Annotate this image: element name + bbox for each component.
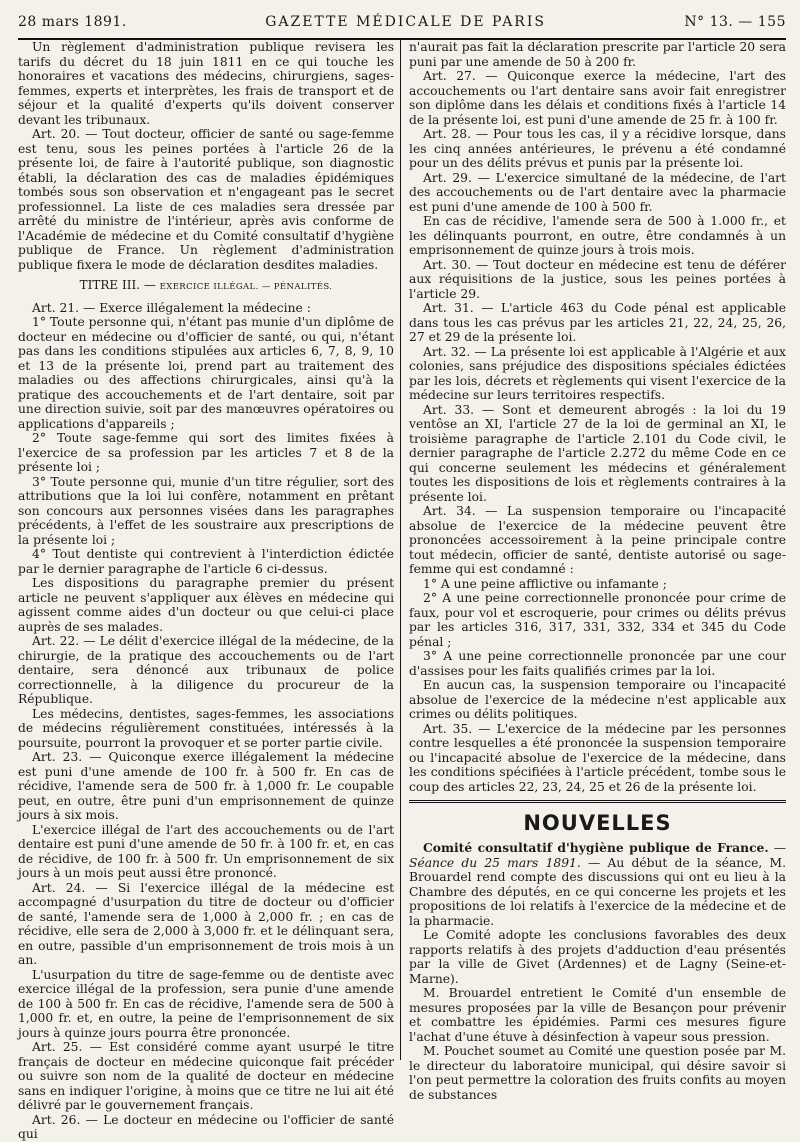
issue-page-number: N° 13. — 155 xyxy=(684,14,786,30)
article-columns xyxy=(18,40,787,1141)
paragraph: L'exercice illégal de l'art des accouchements ou de l'art dentaire est puni d'une amende de 50 fr. à 100 fr. et, en cas de récidive, de 100 fr. à 500 fr. Un emprisonnement de six jours à un mois peut aussi être prononcé. xyxy=(18,822,395,880)
paragraph: Art. 28. — Pour tous les cas, il y a récidive lorsque, dans les cinq années antérieures, le prévenu a été condamné pour un des délits prévus et punis par la présente loi. xyxy=(409,127,786,170)
paragraph: Art. 27. — Quiconque exerce la médecine, l'art des accouchements ou l'art dentaire sans avoir fait enregistrer son diplôme dans les délais et conditions fixés à l'article 14 de la présente loi, est puni d'une amende de 25 fr. à 100 fr. xyxy=(409,69,786,127)
paragraph: Art. 24. — Si l'exercice illégal de la médecine est accompagné d'usurpation du titre de docteur ou d'officier de santé, l'amende sera de 1,000 à 2,000 fr. ; en cas de récidive, elle sera de 2,000 à 3,000 fr. et le délinquant sera, en outre, passible d'un emprisonnement de trois mois à un an. xyxy=(18,880,395,967)
paragraph: 1° Toute personne qui, n'étant pas munie d'un diplôme de docteur en médecine ou d'officier de santé, ou qui, n'étant pas dans les conditions stipulées aux articles 6, 7, 8, 9, 10 et 13 de la présente loi, prend part au traitement des maladies ou des affections chirurgicales, ainsi qu'à la pratique des accouchements et de l'art dentaire, soit par une direction suivie, soit par des manœuvres opératoires ou applications d'appareils ; xyxy=(18,315,395,431)
section-separator xyxy=(409,800,786,803)
news-paragraph: M. Brouardel entretient le Comité d'un ensemble de mesures proposées par la ville de Besançon pour prévenir et combattre les épidémies. Parmi ces mesures figure l'achat d'une étuve à désinfection à vapeur sous pression. xyxy=(409,986,786,1044)
news-heading: NOUVELLES xyxy=(523,811,672,835)
paragraph: Art. 23. — Quiconque exerce illégalement la médecine est puni d'une amende de 100 fr. à 500 fr. En cas de récidive, l'amende sera de 500 fr. à 1,000 fr. Le coupable peut, en outre, être puni d'un emprisonnement de quinze jours à six mois. xyxy=(18,750,395,822)
paragraph: Art. 22. — Le délit d'exercice illégal de la médecine, de la chirurgie, de la pratique des accouchements ou de l'art dentaire, sera dénoncé aux tribunaux de police correctionnelle, à la diligence du procureur de la République. xyxy=(18,634,395,706)
paragraph: Art. 26. — Le docteur en médecine ou l'officier de santé qui xyxy=(18,1112,395,1141)
paragraph: Art. 35. — L'exercice de la médecine par les personnes contre lesquelles a été prononcée la suspension temporaire ou l'incapacité absolue de l'exercice de la médecine, dans les conditions spécifiées à l'article précédent, tombe sous le coup des articles 22, 23, 24, 25 et 26 de la présente loi. xyxy=(409,721,786,794)
issue-date: 28 mars 1891. xyxy=(18,14,127,30)
news-item-dash: — xyxy=(768,841,786,855)
paragraph: 3° Toute personne qui, munie d'un titre régulier, sort des attributions que la loi lui confère, notamment en prêtant son concours aux personnes visées dans les paragraphes précédents, à l'effet de les soustraire aux prescriptions de la présente loi ; xyxy=(18,474,395,547)
right-column xyxy=(400,40,787,1102)
paragraph: 3° A une peine correctionnelle prononcée par une cour d'assises pour les faits qualifiés crimes par la loi. xyxy=(409,649,786,678)
paragraph: En aucun cas, la suspension temporaire ou l'incapacité absolue de l'exercice de la médecine n'est applicable aux crimes ou délits politiques. xyxy=(409,678,786,721)
section-title-main: TITRE III. — xyxy=(79,278,160,292)
paragraph: Art. 21. — Exerce illégalement la médecine : xyxy=(32,300,311,315)
left-column xyxy=(18,40,400,1141)
paragraph: n'aurait pas fait la déclaration prescrite par l'article 20 sera puni par une amende de 50 à 200 fr. xyxy=(409,40,786,69)
paragraph: Les dispositions du paragraphe premier du présent article ne peuvent s'appliquer aux élèves en médecine qui agissent comme aides d'un docteur ou que celui-ci place auprès de ses malades. xyxy=(18,576,395,634)
paragraph: 2° Toute sage-femme qui sort des limites fixées à l'exercice de sa profession par les articles 7 et 8 de la présente loi ; xyxy=(18,431,395,474)
section-title-sub: EXERCICE ILLÉGAL. — PÉNALITÉS. xyxy=(159,282,333,292)
paragraph: Art. 30. — Tout docteur en médecine est tenu de déférer aux réquisitions de la justice, sous les peines portées à l'article 29. xyxy=(409,257,786,301)
paragraph: Un règlement d'administration publique revisera les tarifs du décret du 18 juin 1811 en ce qui touche les honoraires et vacations des médecins, chirurgiens, sages-femmes, experts et interprètes, les frais de transport et de séjour et la qualité d'experts qu'ils doivent conserver devant les tribunaux. xyxy=(18,40,395,127)
news-paragraph xyxy=(409,841,786,928)
news-item-body: — Au début de la séance, M. Brouardel rend compte des discussions qui ont eu lieu à la Chambre des députés, en ce qui concerne les projets et les propositions de loi relatifs à l'exercice de la médecine et de la pharmacie. xyxy=(409,855,787,928)
news-item-title: Comité consultatif d'hygiène publique de France. xyxy=(423,840,769,855)
paragraph: Art. 29. — L'exercice simultané de la médecine, de l'art des accouchements ou de l'art dentaire avec la pharmacie est puni d'une amende de 100 à 500 fr. xyxy=(409,170,786,214)
paragraph: En cas de récidive, l'amende sera de 500 à 1.000 fr., et les délinquants pourront, en outre, être condamnés à un emprisonnement de quinze jours à trois mois. xyxy=(409,214,786,257)
page-header xyxy=(18,14,786,34)
paragraph: L'usurpation du titre de sage-femme ou de dentiste avec exercice illégal de la profession, sera punie d'une amende de 100 à 500 fr. En cas de récidive, l'amende sera de 500 à 1,000 fr. et, en outre, la peine de l'emprisonnement de six jours à quinze jours pourra être prononcée. xyxy=(18,967,395,1040)
news-paragraph: Le Comité adopte les conclusions favorables des deux rapports relatifs à des projets d'adduction d'eau présentés par la ville de Givet (Ardennes) et de Lagny (Seine-et-Marne). xyxy=(409,928,786,986)
paragraph: 4° Tout dentiste qui contrevient à l'interdiction édictée par le dernier paragraphe de l'article 6 ci-dessus. xyxy=(18,547,395,576)
news-paragraph: M. Pouchet soumet au Comité une question posée par M. le directeur du laboratoire municipal, qui désire savoir si l'on peut permettre la coloration des fruits confits au moyen de substances xyxy=(409,1044,786,1102)
journal-title: GAZETTE MÉDICALE DE PARIS xyxy=(265,14,546,30)
paragraph: Art. 32. — La présente loi est applicable à l'Algérie et aux colonies, sans préjudice des dispositions spéciales édictées par les lois, décrets et règlements qui visent l'exercice de la médecine sur leurs territoires respectifs. xyxy=(409,344,786,402)
paragraph: Art. 31. — L'article 463 du Code pénal est applicable dans tous les cas prévus par les articles 21, 22, 24, 25, 26, 27 et 29 de la présente loi. xyxy=(409,301,786,344)
paragraph: Art. 20. — Tout docteur, officier de santé ou sage-femme est tenu, sous les peines portées à l'article 26 de la présente loi, de faire à l'autorité publique, son diagnostic établi, la déclaration des cas de maladies épidémiques tombés sous son observation et n'engageant pas le secret professionnel. La liste de ces maladies sera dressée par arrêté du ministre de l'intérieur, après avis conforme de l'Académie de médecine et du Comité consultatif d'hygiène publique de France. Un règlement d'administration publique fixera le mode de déclaration desdites maladies. xyxy=(18,127,395,272)
news-item-session: Séance du 25 mars 1891. xyxy=(409,855,581,870)
paragraph: Art. 34. — La suspension temporaire ou l'incapacité absolue de l'exercice de la médecine peuvent être prononcées accessoirement à la peine principale contre tout médecin, officier de santé, dentiste autorisé ou sage-femme qui est condamné : xyxy=(409,504,786,576)
section-title xyxy=(18,278,394,295)
paragraph: Les médecins, dentistes, sages-femmes, les associations de médecins régulièrement constituées, intéressés à la poursuite, pourront la provoquer et se porter partie civile. xyxy=(18,706,395,750)
paragraph: Art. 33. — Sont et demeurent abrogés : la loi du 19 ventôse an XI, l'article 27 de la loi de germinal an XI, le troisième paragraphe de l'article 2.101 du Code civil, le dernier paragraphe de l'article 2.272 du même Code en ce qui concerne seulement les médecins et généralement toutes les dispositions de lois et règlements contraires à la présente loi. xyxy=(409,402,786,504)
paragraph: 1° A une peine afflictive ou infamante ; xyxy=(423,576,667,591)
paragraph: 2° A une peine correctionnelle prononcée pour crime de faux, pour vol et escroquerie, pour crimes ou délits prévus par les articles 316, 317, 331, 332, 334 et 345 du Code pénal ; xyxy=(409,591,786,649)
paragraph: Art. 25. — Est considéré comme ayant usurpé le titre français de docteur en médecine quiconque fait précéder ou suivre son nom de la qualité de docteur en médecine sans en indiquer l'origine, à moins que ce titre ne lui ait été délivré par le gouvernement français. xyxy=(18,1040,395,1112)
